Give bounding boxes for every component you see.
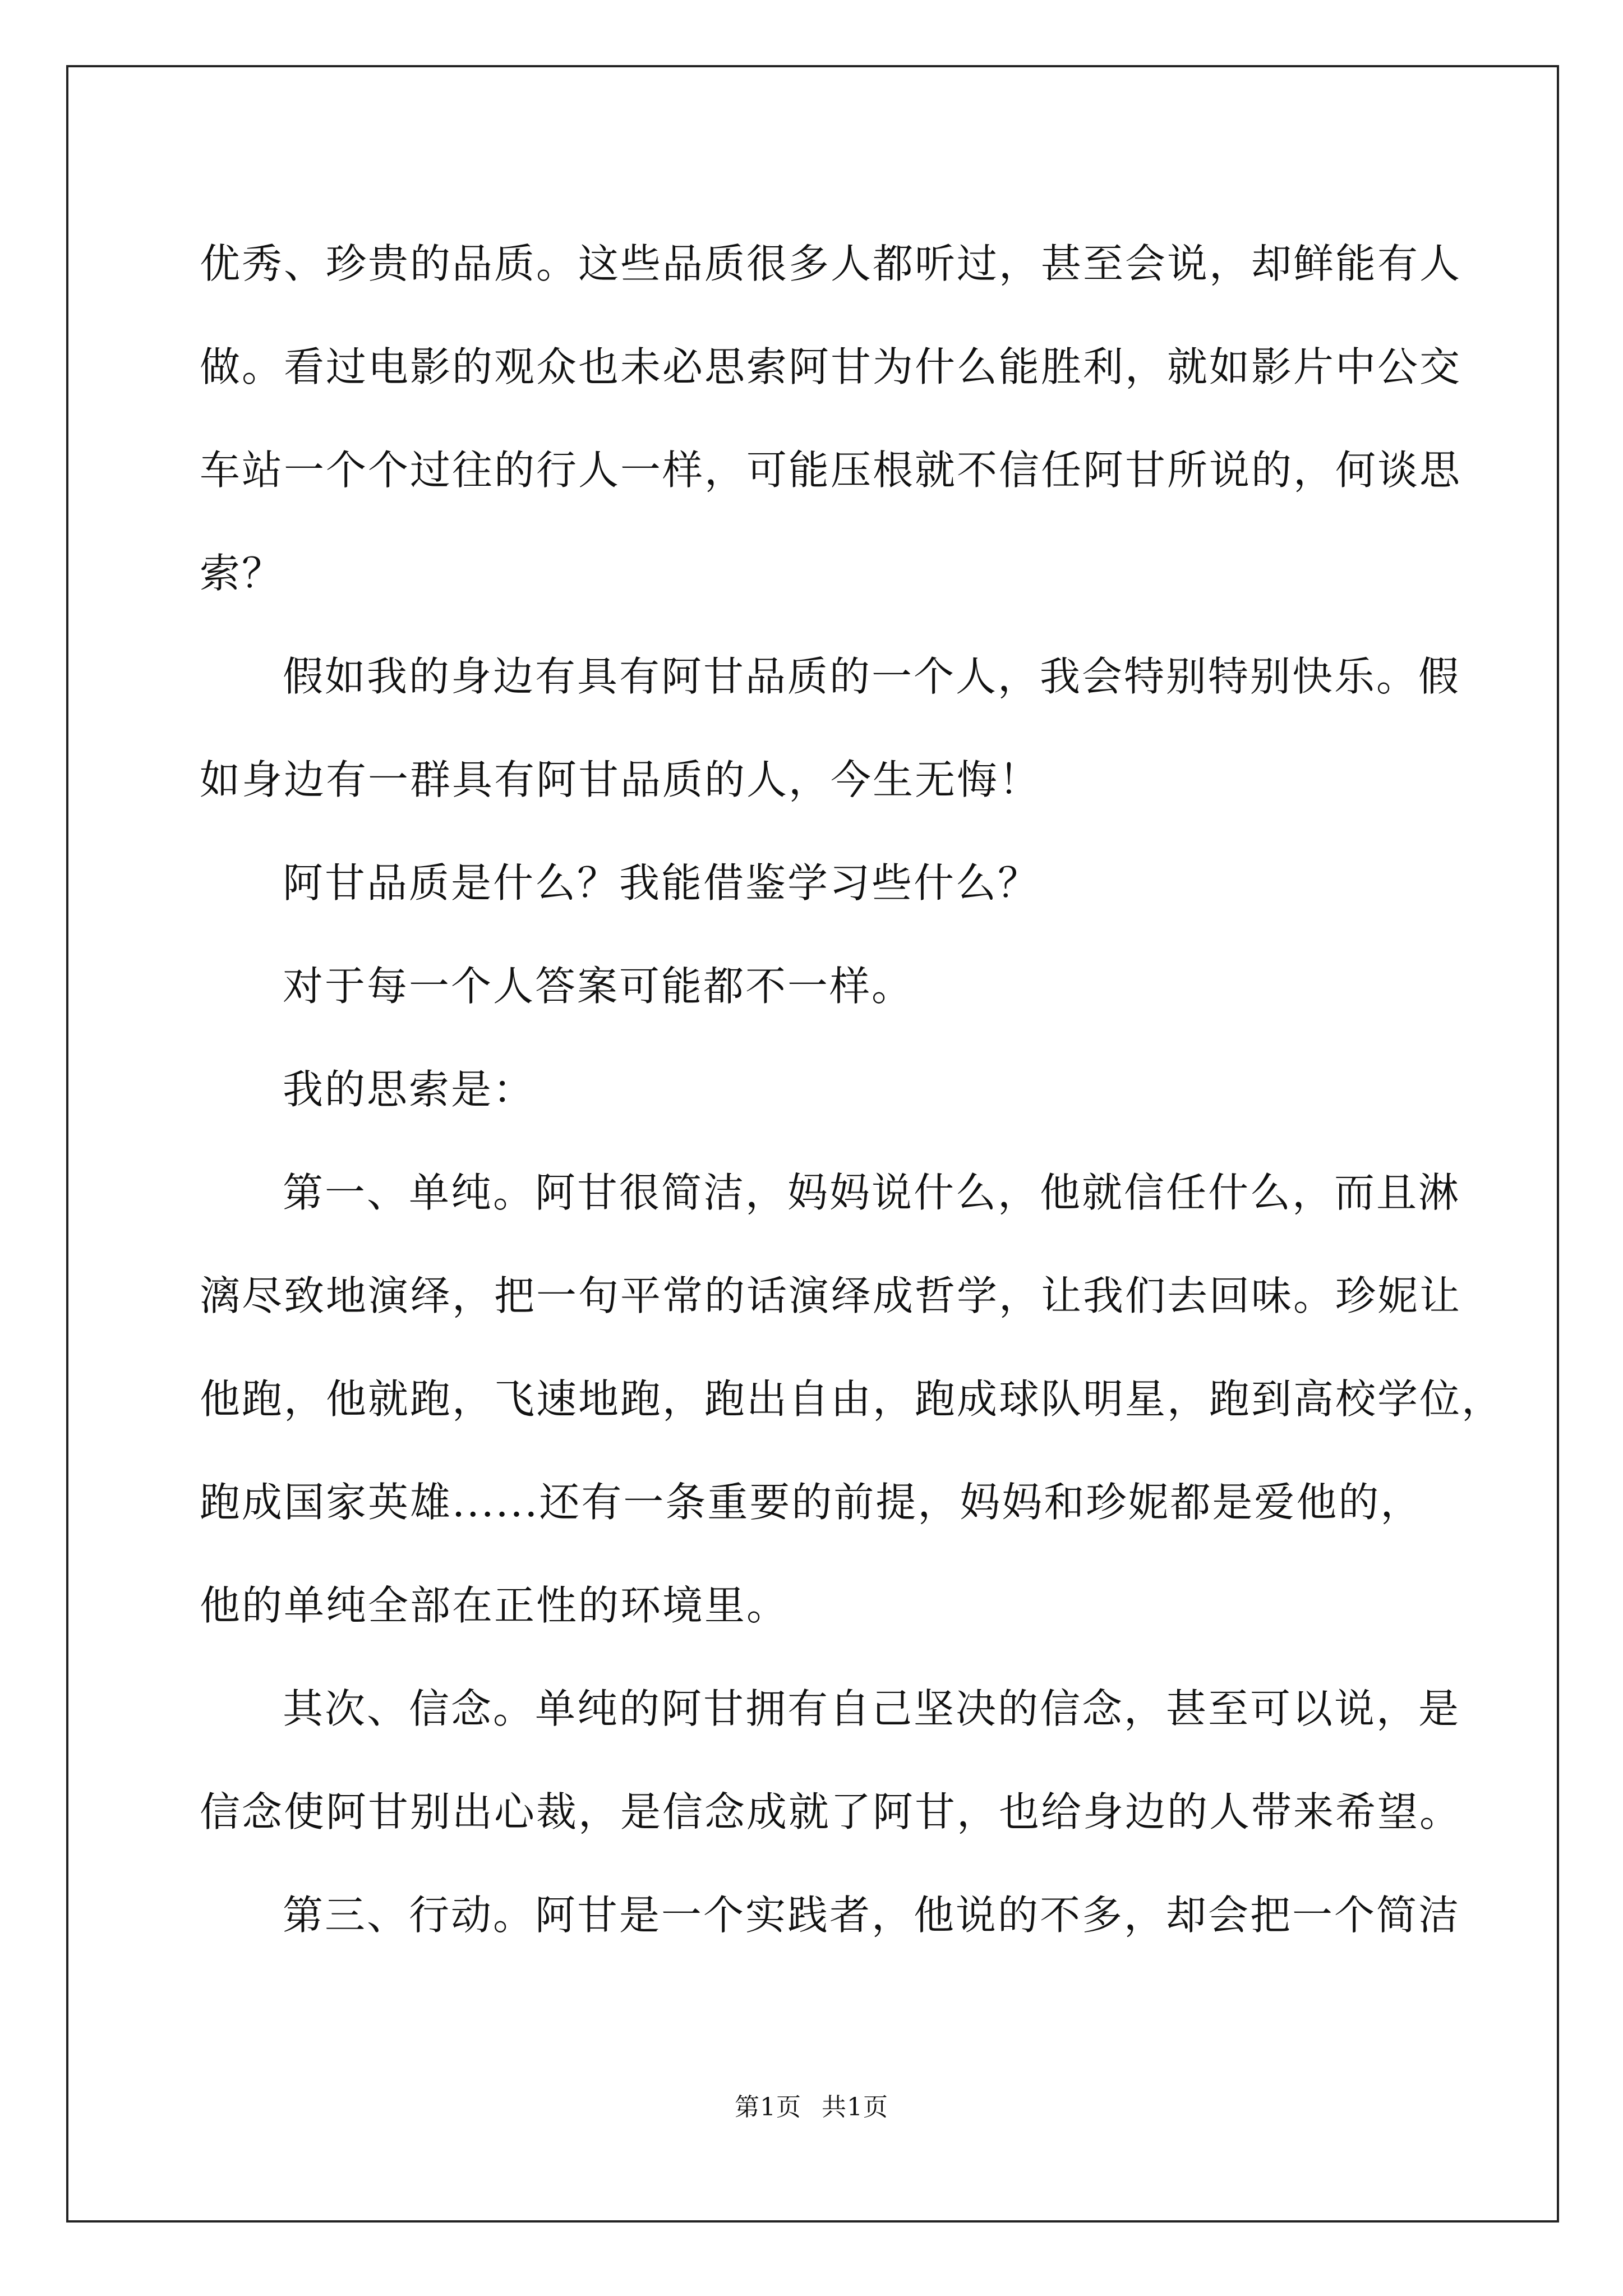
text-line-15: 其次、信念。单纯的阿甘拥有自己坚决的信念，甚至可以说，是 bbox=[283, 1685, 1461, 1732]
text-line-14: 他的单纯全部在正性的环境里。 bbox=[200, 1582, 789, 1629]
text-line-4: 索？ bbox=[200, 550, 284, 597]
text-line-13: 跑成国家英雄......还有一条重要的前提，妈妈和珍妮都是爱他的， bbox=[200, 1479, 1423, 1526]
document-body bbox=[200, 212, 1504, 1967]
text-line-12: 他跑，他就跑，飞速地跑，跑出自由，跑成球队明星，跑到高校学位， bbox=[200, 1375, 1504, 1423]
text-line-11: 漓尽致地演绎，把一句平常的话演绎成哲学，让我们去回味。珍妮让 bbox=[200, 1272, 1462, 1319]
text-line-1: 优秀、珍贵的品质。这些品质很多人都听过，甚至会说，却鲜能有人 bbox=[200, 240, 1462, 287]
page-footer bbox=[0, 2087, 1623, 2123]
text-line-7: 阿甘品质是什么？我能借鉴学习些什么？ bbox=[283, 859, 1040, 907]
page-total: 共1页 bbox=[822, 2093, 888, 2122]
text-line-5: 假如我的身边有具有阿甘品质的一个人，我会特别特别快乐。假 bbox=[283, 653, 1461, 700]
text-line-10: 第一、单纯。阿甘很简洁，妈妈说什么，他就信任什么，而且淋 bbox=[283, 1169, 1461, 1216]
page-number: 第1页 bbox=[735, 2093, 801, 2122]
text-line-17: 第三、行动。阿甘是一个实践者，他说的不多，却会把一个简洁 bbox=[283, 1892, 1461, 1939]
text-line-6: 如身边有一群具有阿甘品质的人，今生无悔！ bbox=[200, 756, 1041, 803]
text-line-16: 信念使阿甘别出心裁，是信念成就了阿甘，也给身边的人带来希望。 bbox=[200, 1788, 1462, 1835]
text-line-3: 车站一个个过往的行人一样，可能压根就不信任阿甘所说的，何谈思 bbox=[200, 447, 1462, 494]
text-line-9: 我的思索是： bbox=[283, 1066, 536, 1113]
text-line-2: 做。看过电影的观众也未必思索阿甘为什么能胜利，就如影片中公交 bbox=[200, 343, 1462, 390]
text-line-8: 对于每一个人答案可能都不一样。 bbox=[283, 963, 914, 1010]
